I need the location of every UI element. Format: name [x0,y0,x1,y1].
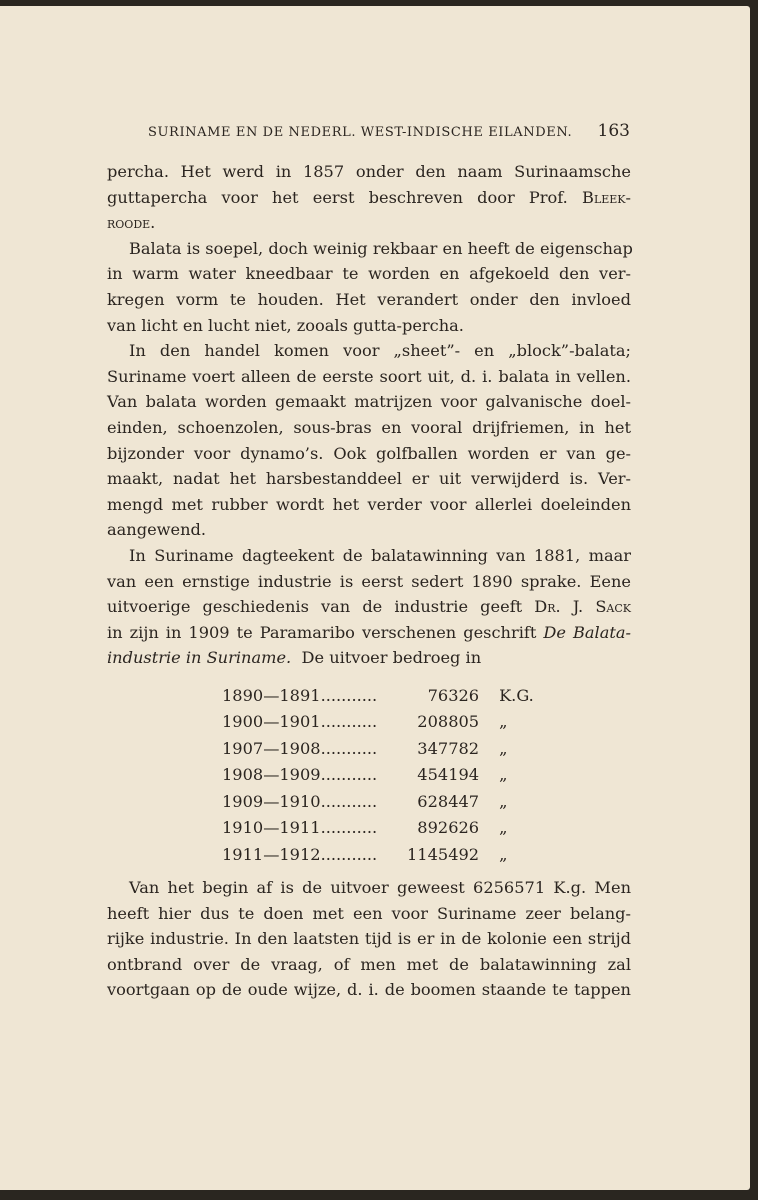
page-number: 163 [597,121,630,141]
author-title: Dr. [534,597,561,617]
unit: K.G. [499,685,534,705]
year-range: 1890—1891........... [222,685,378,705]
year-range: 1909—1910........... [222,791,378,811]
text-line: aangewend. [107,520,207,540]
table-row [222,735,534,762]
year-range: 1908—1909........... [222,765,378,785]
unit: „ [499,712,508,732]
text-line: percha. Het werd in 1857 onder den naam Surinaamsche [107,162,631,181]
text-line: voortgaan op de oude wijze, d. i. de boomen staande te tappen [107,980,631,1000]
unit: „ [499,765,508,785]
unit: „ [499,791,508,811]
export-value: 454194 [417,765,480,785]
text-line: Van balata worden gemaakt matrijzen voor galvanische doel- [107,392,631,412]
year-range: 1911—1912........... [222,844,378,864]
export-table [222,682,534,868]
page-header [148,121,630,141]
unit: „ [499,738,508,758]
table-row [222,815,534,842]
running-title: SURINAME EN DE NEDERL. WEST-INDISCHE EILANDEN. [148,125,573,140]
text-line: guttapercha voor het eerst beschreven door Prof. Bleek- [107,187,631,207]
text-line: ontbrand over de vraag, of men met de balatawinning zal [107,954,631,974]
text-line: van licht en lucht niet, zooals gutta-percha. [107,315,464,335]
year-range: 1910—1911........... [222,818,378,838]
body-text-top [107,159,631,671]
text-line: maakt, nadat het harsbestanddeel er uit verwijderd is. Ver- [107,469,631,489]
export-value: 76326 [427,685,480,705]
text-line: roode. [107,213,156,233]
export-value: 628447 [417,791,480,811]
text-line: uitvoerige geschiedenis van de industrie geeft Dr. J. Sack [107,597,631,617]
text-line: Balata is soepel, doch weinig rekbaar en heeft de eigenschap [129,238,633,258]
author-name: Bleek- [582,187,631,207]
text-line: kregen vorm te houden. Het verandert onder den invloed [107,289,631,309]
unit: „ [499,844,508,864]
body-text-bottom [107,875,631,1003]
table-row [222,709,534,736]
table-row [222,841,534,868]
year-range: 1907—1908........... [222,738,378,758]
export-value: 347782 [417,738,480,758]
table-row [222,682,534,709]
unit: „ [499,818,508,838]
author-name: Sack [595,597,631,617]
year-range: 1900—1901........... [222,712,378,732]
book-title: De Balata- [543,622,631,642]
export-value: 892626 [417,818,480,838]
text-line: van een ernstige industrie is eerst sedert 1890 sprake. Eene [107,571,631,591]
text-line: in zijn in 1909 te Paramaribo verschenen geschrift De Balata- [107,622,631,642]
author-name: roode [107,213,151,233]
table-row [222,788,534,815]
text-line: in warm water kneedbaar te worden en afgekoeld den ver- [107,264,631,284]
export-value: 208805 [417,712,480,732]
text-line: mengd met rubber wordt het verder voor allerlei doeleinden [107,494,631,514]
text-line: Van het begin af is de uitvoer geweest 6256571 K.g. Men [129,878,631,897]
text-line: heeft hier dus te doen met een voor Suriname zeer belang- [107,903,631,923]
text-line: rijke industrie. In den laatsten tijd is er in de kolonie een strijd [107,929,631,949]
text-line: In Suriname dagteekent de balatawinning van 1881, maar [129,545,631,565]
text-line: industrie in Suriname. De uitvoer bedroeg in [107,648,482,668]
text-line: Suriname voert alleen de eerste soort uit, d. i. balata in vellen. [107,366,631,386]
text-line: bijzonder voor dynamo’s. Ook golfballen worden er van ge- [107,443,631,463]
text-line: In den handel komen voor „sheet”- en „block”-balata; [129,341,631,361]
book-page [0,6,750,1190]
table-row [222,762,534,789]
text-line: einden, schoenzolen, sous-bras en vooral drijfriemen, in het [107,417,631,437]
book-title: industrie in Suriname. [107,648,292,668]
export-value: 1145492 [407,844,480,864]
